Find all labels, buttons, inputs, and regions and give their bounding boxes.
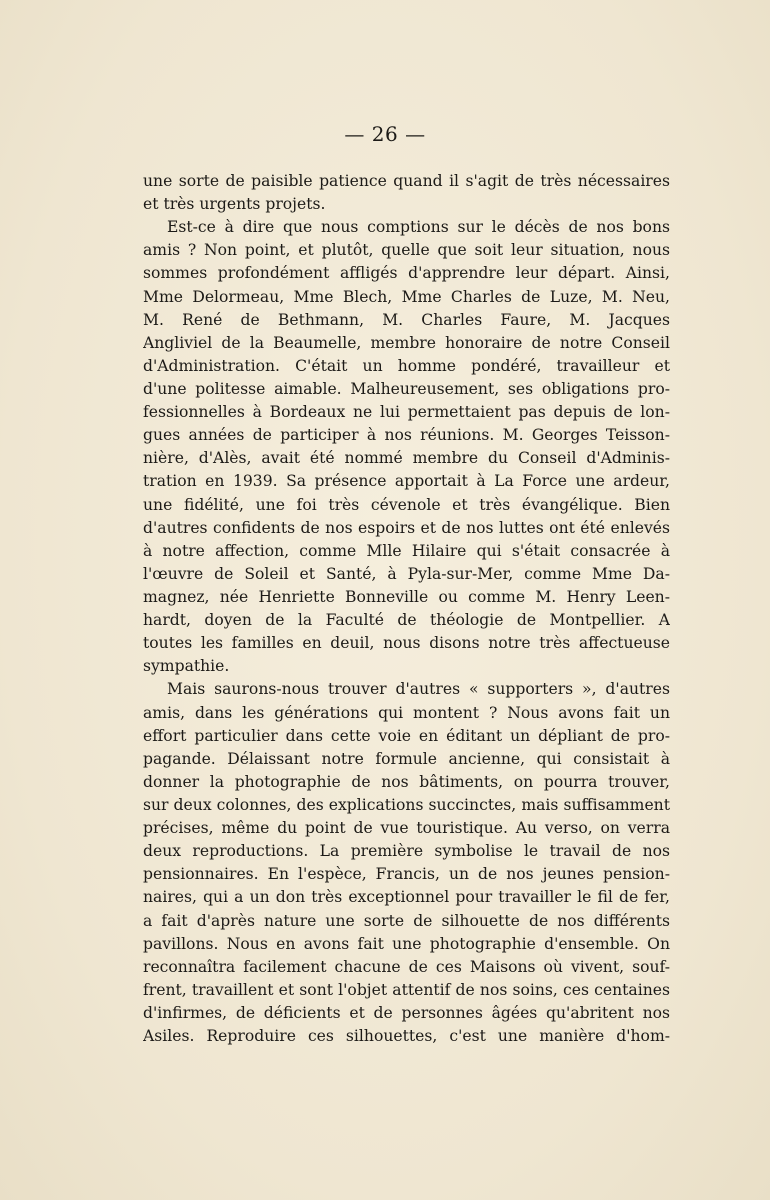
text-line: fessionnelles à Bordeaux ne lui permettaient pas depuis de lon- (143, 403, 670, 422)
text-line: M. René de Bethmann, M. Charles Faure, M. Jacques (143, 310, 670, 329)
text-line: magnez, née Henriette Bonneville ou comme M. Henry Leen- (143, 587, 670, 606)
text-line: pensionnaires. En l'espèce, Francis, un de nos jeunes pension- (143, 865, 670, 884)
text-line: Mais saurons-nous trouver d'autres « supporters », d'autres (167, 680, 670, 699)
text-line: nière, d'Alès, avait été nommé membre du Conseil d'Adminis- (143, 449, 670, 468)
text-line: deux reproductions. La première symbolise le travail de nos (143, 842, 670, 861)
text-line: hardt, doyen de la Faculté de théologie de Montpellier. A (143, 611, 670, 630)
body-text (143, 170, 670, 1048)
text-line: reconnaîtra facilement chacune de ces Maisons où vivent, souf- (143, 957, 670, 976)
text-line: sommes profondément affligés d'apprendre leur départ. Ainsi, (143, 264, 670, 283)
text-line: frent, travaillent et sont l'objet attentif de nos soins, ces centaines (143, 980, 670, 999)
text-line: amis ? Non point, et plutôt, quelle que soit leur situation, nous (143, 241, 670, 260)
text-line: Asiles. Reproduire ces silhouettes, c'est une manière d'hom- (143, 1027, 670, 1046)
text-line: a fait d'après nature une sorte de silhouette de nos différents (143, 911, 670, 930)
text-line: d'autres confidents de nos espoirs et de nos luttes ont été enlevés (143, 518, 670, 537)
text-line: une fidélité, une foi très cévenole et très évangélique. Bien (143, 495, 670, 514)
text-line: d'infirmes, de déficients et de personnes âgées qu'abritent nos (143, 1003, 670, 1022)
text-line: Angliviel de la Beaumelle, membre honoraire de notre Conseil (143, 333, 670, 352)
text-line: à notre affection, comme Mlle Hilaire qui s'était consacrée à (143, 541, 670, 560)
text-line: donner la photographie de nos bâtiments, on pourra trouver, (143, 772, 670, 791)
text-line: amis, dans les générations qui montent ? Nous avons fait un (143, 703, 670, 722)
text-line: sympathie. (143, 657, 230, 676)
text-line: une sorte de paisible patience quand il s'agit de très nécessaires (143, 172, 670, 190)
text-line: gues années de participer à nos réunions. M. Georges Teisson- (143, 426, 670, 445)
text-line: précises, même du point de vue touristique. Au verso, on verra (143, 819, 670, 838)
text-line: pavillons. Nous en avons fait une photographie d'ensemble. On (143, 934, 670, 953)
text-line: naires, qui a un don très exceptionnel pour travailler le fil de fer, (143, 888, 670, 907)
text-line: l'œuvre de Soleil et Santé, à Pyla-sur-Mer, comme Mme Da- (143, 564, 670, 583)
text-line: Est-ce à dire que nous comptions sur le décès de nos bons (167, 218, 670, 237)
text-line: et très urgents projets. (143, 195, 326, 214)
text-line: d'une politesse aimable. Malheureusement, ses obligations pro- (143, 379, 670, 398)
text-line: toutes les familles en deuil, nous disons notre très affectueuse (143, 634, 670, 653)
text-line: sur deux colonnes, des explications succinctes, mais suffisamment (143, 795, 670, 814)
page-number: — 26 — (344, 122, 426, 146)
text-line: pagande. Délaissant notre formule ancienne, qui consistait à (143, 749, 670, 768)
text-line: effort particulier dans cette voie en éditant un dépliant de pro- (143, 726, 670, 745)
text-line: Mme Delormeau, Mme Blech, Mme Charles de Luze, M. Neu, (143, 287, 670, 306)
text-line: tration en 1939. Sa présence apportait à La Force une ardeur, (143, 472, 670, 491)
text-line: d'Administration. C'était un homme pondéré, travailleur et (143, 356, 670, 375)
